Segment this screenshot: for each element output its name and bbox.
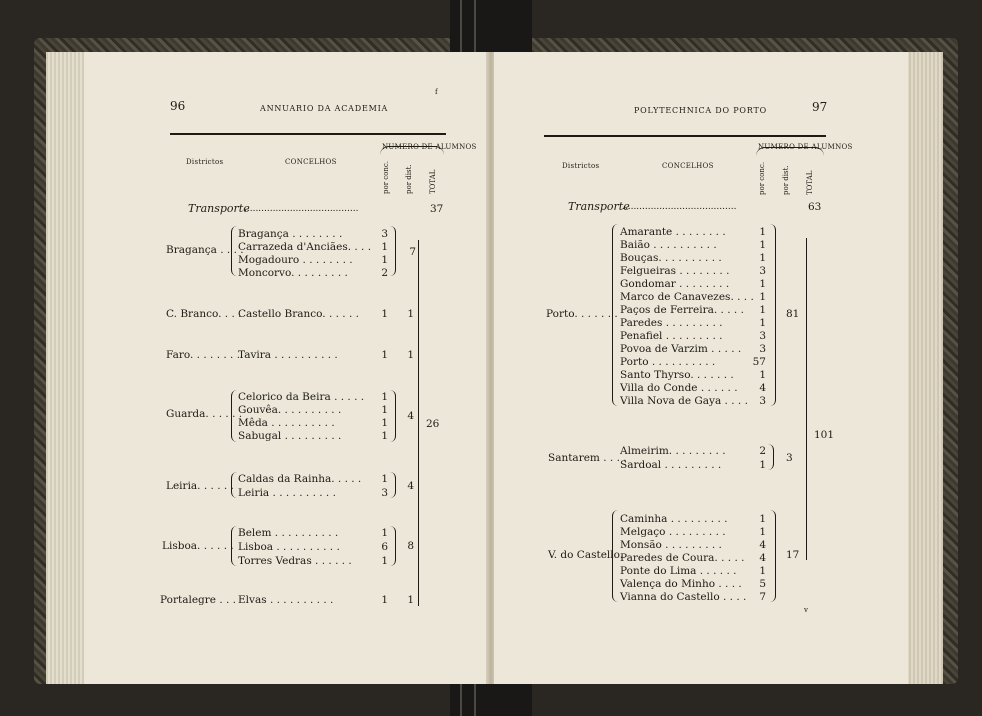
col-total: TOTAL <box>429 169 437 194</box>
concelho-row: Villa do Conde . . . . . . <box>620 382 738 394</box>
district-total: 4 <box>407 410 414 422</box>
left-page <box>84 52 490 684</box>
concelho-value: 1 <box>759 526 766 538</box>
district-guarda: Guarda. . . . . . <box>166 408 243 420</box>
concelho-value: 1 <box>381 349 388 361</box>
brace <box>390 390 396 442</box>
col-numero: NUMERO DE ALUMNOS <box>758 143 853 151</box>
brace <box>768 444 774 470</box>
concelho-value: 1 <box>759 513 766 525</box>
col-porcon: por conc. <box>382 160 390 194</box>
header-rule <box>170 133 446 135</box>
district-portalegre: Portalegre . . . <box>160 594 237 606</box>
concelho-row: Caldas da Rainha. . . . . <box>238 473 362 485</box>
concelho-row: Sardoal . . . . . . . . . <box>620 459 722 471</box>
transporte-value: 63 <box>808 201 822 213</box>
col-districtos: Districtos <box>562 162 600 170</box>
district-total: 17 <box>786 549 800 561</box>
header-brace <box>756 147 824 156</box>
left-page-edges <box>46 52 88 684</box>
district-total: 8 <box>407 540 414 552</box>
concelho-row: Lisboa . . . . . . . . . . <box>238 541 340 553</box>
header-brace <box>380 146 444 155</box>
concelho-value: 3 <box>759 265 766 277</box>
concelho-value: 4 <box>759 552 766 564</box>
concelho-value: 6 <box>381 541 388 553</box>
concelho-row: Moncorvo. . . . . . . . . <box>238 267 348 279</box>
col-pordist: por dist. <box>782 165 790 195</box>
running-head: POLYTECHNICA DO PORTO <box>634 106 767 115</box>
concelho-value: 1 <box>759 317 766 329</box>
concelho-row: Sabugal . . . . . . . . . <box>238 430 342 442</box>
concelho-value: 4 <box>759 539 766 551</box>
concelho-row: Carrazeda d'Anciães. . . . <box>238 241 372 253</box>
concelho-value: 3 <box>759 343 766 355</box>
concelho-row: Belem . . . . . . . . . . <box>238 527 339 539</box>
concelho-row: Caminha . . . . . . . . . <box>620 513 728 525</box>
brace <box>231 472 237 498</box>
concelho-value: 1 <box>381 417 388 429</box>
brace <box>612 224 618 406</box>
concelho-value: 2 <box>381 267 388 279</box>
district-porto: Porto. . . . . . . <box>546 308 618 320</box>
concelho-value: 7 <box>759 591 766 603</box>
concelho-value: 1 <box>381 254 388 266</box>
concelho-row: Mogadouro . . . . . . . . <box>238 254 353 266</box>
concelho-row: Bouças. . . . . . . . . . <box>620 252 722 264</box>
concelho-value: 1 <box>381 430 388 442</box>
brace <box>390 526 396 566</box>
concelho-value: 1 <box>759 278 766 290</box>
district-cbranco: C. Branco. . . . <box>166 308 242 320</box>
concelho-value: 4 <box>759 382 766 394</box>
concelho-value: 1 <box>381 404 388 416</box>
transporte-value: 37 <box>430 203 444 215</box>
concelho-row: Bragança . . . . . . . . <box>238 228 343 240</box>
concelho-row: Castello Branco. . . . . . <box>238 308 359 320</box>
concelho-value: 3 <box>759 330 766 342</box>
page-number: 97 <box>812 100 828 114</box>
page-number: 96 <box>170 99 186 113</box>
col-districtos: Districtos <box>186 158 224 166</box>
concelho-row: Marco de Canavezes. . . . <box>620 291 754 303</box>
transporte-label: Transporte <box>568 200 630 213</box>
concelho-row: Amarante . . . . . . . . <box>620 226 726 238</box>
brace <box>770 224 776 406</box>
concelho-row: Felgueiras . . . . . . . . <box>620 265 730 277</box>
right-page-edges <box>903 52 943 684</box>
group-total: 26 <box>426 418 440 430</box>
concelho-row: Paredes de Coura. . . . . <box>620 552 745 564</box>
concelho-row: Celorico da Beira . . . . . <box>238 391 365 403</box>
brace <box>390 472 396 498</box>
col-pordist: por dist. <box>405 164 413 194</box>
brace <box>390 226 396 276</box>
concelho-value: 57 <box>752 356 766 368</box>
right-page <box>494 52 908 684</box>
concelho-row: Melgaço . . . . . . . . . <box>620 526 726 538</box>
concelho-value: 1 <box>759 226 766 238</box>
district-total: 3 <box>786 452 793 464</box>
concelho-row: Leiria . . . . . . . . . . <box>238 487 336 499</box>
page-mark: v <box>804 606 809 614</box>
concelho-value: 1 <box>381 555 388 567</box>
concelho-row: Valença do Minho . . . . <box>620 578 742 590</box>
district-total: 1 <box>407 308 414 320</box>
district-total: 4 <box>407 480 414 492</box>
district-faro: Faro. . . . . . . . <box>166 349 241 361</box>
concelho-value: 1 <box>381 594 388 606</box>
concelho-row: Elvas . . . . . . . . . . <box>238 594 334 606</box>
concelho-value: 1 <box>759 291 766 303</box>
concelho-value: 3 <box>759 395 766 407</box>
concelho-value: 3 <box>381 487 388 499</box>
concelho-value: 1 <box>759 252 766 264</box>
concelho-value: 1 <box>381 527 388 539</box>
concelho-row: Santo Thyrso. . . . . . . <box>620 369 734 381</box>
transporte-dots: ........................................ <box>244 204 359 214</box>
concelho-row: Torres Vedras . . . . . . <box>238 555 352 567</box>
concelho-row: Baião . . . . . . . . . . <box>620 239 717 251</box>
concelho-row: Porto . . . . . . . . . . <box>620 356 716 368</box>
concelho-value: 1 <box>759 565 766 577</box>
group-total: 101 <box>814 429 835 441</box>
concelho-value: 5 <box>759 578 766 590</box>
concelho-row: Villa Nova de Gaya . . . . <box>620 395 748 407</box>
concelho-row: Paredes . . . . . . . . . <box>620 317 723 329</box>
district-braganca: Bragança . . . . <box>166 244 244 256</box>
concelho-row: Almeirim. . . . . . . . . <box>620 445 726 457</box>
concelho-row: Povoa de Varzim . . . . . <box>620 343 742 355</box>
concelho-value: 1 <box>759 459 766 471</box>
district-total: 1 <box>407 349 414 361</box>
brace <box>231 390 237 442</box>
district-santarem: Santarem . . . . <box>548 452 627 464</box>
brace <box>612 510 618 602</box>
brace <box>231 226 237 276</box>
brace <box>770 510 776 602</box>
concelho-row: Penafiel . . . . . . . . . <box>620 330 723 342</box>
concelho-value: 1 <box>759 369 766 381</box>
concelho-row: Gondomar . . . . . . . . <box>620 278 730 290</box>
concelho-row: Tavira . . . . . . . . . . <box>238 349 338 361</box>
col-concelhos: CONCELHOS <box>662 162 714 170</box>
district-total: 1 <box>407 594 414 606</box>
running-head: ANNUARIO DA ACADEMIA <box>260 104 389 113</box>
district-lisboa: Lisboa. . . . . . <box>162 540 234 552</box>
concelho-value: 1 <box>381 473 388 485</box>
page-mark: f <box>435 88 438 96</box>
district-total: 81 <box>786 308 800 320</box>
total-brace <box>418 240 419 606</box>
concelho-row: Mêda . . . . . . . . . . <box>238 417 335 429</box>
col-numero: NUMERO DE ALUMNOS <box>382 143 477 151</box>
concelho-value: 1 <box>759 304 766 316</box>
concelho-value: 1 <box>381 391 388 403</box>
concelho-value: 1 <box>759 239 766 251</box>
concelho-value: 1 <box>381 241 388 253</box>
concelho-row: Paços de Ferreira. . . . . <box>620 304 744 316</box>
header-rule <box>544 135 826 137</box>
col-concelhos: CONCELHOS <box>285 158 337 166</box>
district-total: 7 <box>409 246 416 258</box>
transporte-label: Transporte <box>188 202 250 215</box>
concelho-row: Monsão . . . . . . . . . <box>620 539 722 551</box>
col-total: TOTAL <box>806 170 814 195</box>
brace <box>231 526 237 566</box>
concelho-value: 1 <box>381 308 388 320</box>
concelho-row: Gouvêa. . . . . . . . . . <box>238 404 342 416</box>
concelho-value: 2 <box>759 445 766 457</box>
concelho-row: Ponte do Lima . . . . . . <box>620 565 737 577</box>
concelho-value: 3 <box>381 228 388 240</box>
transporte-dots: ........................................ <box>622 202 737 212</box>
col-porcon: por conc. <box>758 161 766 195</box>
district-leiria: Leiria. . . . . . <box>166 480 234 492</box>
concelho-row: Vianna do Castello . . . . <box>620 591 747 603</box>
total-brace <box>806 238 807 560</box>
district-vdocastello: V. do Castello. <box>548 549 624 561</box>
